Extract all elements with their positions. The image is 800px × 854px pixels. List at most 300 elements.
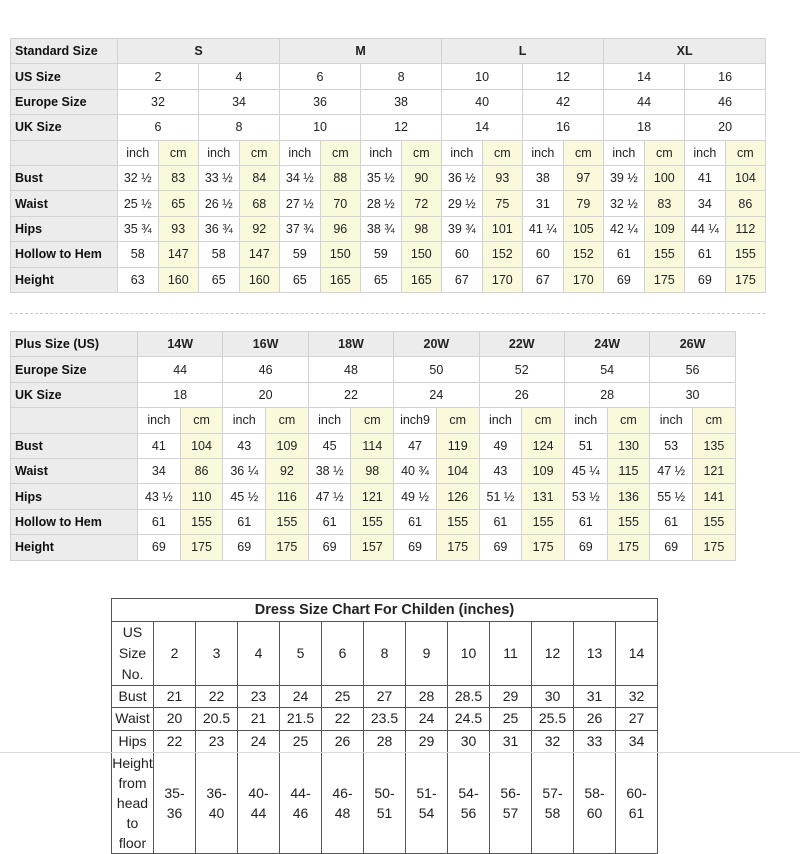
size-value: 24 — [238, 730, 280, 752]
size-value: 5 — [280, 622, 322, 686]
size-value: 22 — [154, 730, 196, 752]
table-row — [112, 686, 658, 708]
measure-value: 25 ½ — [118, 191, 159, 216]
measure-value: 26 ½ — [199, 191, 240, 216]
height-range — [196, 752, 238, 853]
unit-label: inch — [361, 140, 402, 165]
measure-value: 109 — [266, 433, 309, 458]
size-value: 25.5 — [532, 708, 574, 730]
measure-value: 98 — [401, 216, 442, 241]
measure-value: 112 — [725, 216, 766, 241]
height-range-part: 56 — [460, 804, 477, 821]
height-range-part: 40- — [248, 784, 269, 801]
measure-value: 38 ¾ — [361, 216, 402, 241]
unit-label: cm — [320, 140, 361, 165]
row-label: Hips — [112, 730, 154, 752]
table-header-label: Standard Size — [11, 39, 118, 64]
measure-value: 27 ½ — [280, 191, 321, 216]
unit-label: cm — [266, 408, 309, 433]
size-value: 28 — [364, 730, 406, 752]
size-value: 12 — [532, 622, 574, 686]
table-row — [11, 115, 766, 140]
measure-value: 141 — [693, 484, 736, 509]
measure-value: 152 — [563, 242, 604, 267]
measure-value: 40 ¾ — [394, 458, 437, 483]
measure-value: 34 — [685, 191, 726, 216]
size-value: 12 — [523, 64, 604, 89]
size-value: 48 — [308, 357, 393, 382]
row-label: Waist — [11, 458, 138, 483]
row-label: Europe Size — [11, 357, 138, 382]
size-value: 18 — [138, 382, 223, 407]
measure-value: 170 — [563, 267, 604, 292]
measure-value: 130 — [607, 433, 650, 458]
unit-label: cm — [607, 408, 650, 433]
size-value: 20.5 — [196, 708, 238, 730]
measure-value: 49 ½ — [394, 484, 437, 509]
row-label: Hollow to Hem — [11, 509, 138, 534]
size-value: 14 — [616, 622, 658, 686]
measure-value: 60 — [442, 242, 483, 267]
size-value: 24.5 — [448, 708, 490, 730]
section-divider — [10, 313, 765, 314]
height-range — [574, 752, 616, 853]
height-range-part: 57- — [542, 784, 563, 801]
size-value: 31 — [574, 686, 616, 708]
table-row — [11, 458, 736, 483]
table-row — [112, 730, 658, 752]
size-value: 52 — [479, 357, 564, 382]
height-range-part: 36- — [206, 784, 227, 801]
size-value: 20 — [223, 382, 308, 407]
measure-value: 51 — [564, 433, 607, 458]
measure-value: 39 ¾ — [442, 216, 483, 241]
row-label-line: head to floor — [116, 794, 149, 851]
measure-value: 51 ½ — [479, 484, 522, 509]
unit-label: cm — [693, 408, 736, 433]
height-range — [616, 752, 658, 853]
size-value: 34 — [616, 730, 658, 752]
size-value: 33 — [574, 730, 616, 752]
measure-value: 38 — [523, 165, 564, 190]
size-value: 10 — [280, 115, 361, 140]
size-value: 21 — [154, 686, 196, 708]
row-label: UK Size — [11, 382, 138, 407]
measure-value: 101 — [482, 216, 523, 241]
size-value: 24 — [406, 708, 448, 730]
size-value: 24 — [394, 382, 479, 407]
measure-value: 131 — [522, 484, 565, 509]
measure-value: 86 — [725, 191, 766, 216]
size-value: 26 — [322, 730, 364, 752]
measure-value: 43 — [223, 433, 266, 458]
measure-value: 150 — [320, 242, 361, 267]
row-label: Waist — [11, 191, 118, 216]
measure-value: 116 — [266, 484, 309, 509]
measure-value: 67 — [442, 267, 483, 292]
measure-value: 36 ¼ — [223, 458, 266, 483]
size-value: 4 — [199, 64, 280, 89]
measure-value: 155 — [180, 509, 223, 534]
measure-value: 79 — [563, 191, 604, 216]
unit-label: inch — [199, 140, 240, 165]
measure-value: 69 — [308, 535, 351, 560]
unit-row — [11, 140, 766, 165]
unit-label: inch — [685, 140, 726, 165]
measure-value: 155 — [693, 509, 736, 534]
measure-value: 175 — [180, 535, 223, 560]
children-size-table — [111, 598, 658, 854]
measure-value: 175 — [693, 535, 736, 560]
height-range-part: 50- — [374, 784, 395, 801]
height-range-part: 36 — [166, 804, 183, 821]
height-range — [364, 752, 406, 853]
measure-value: 93 — [158, 216, 199, 241]
measure-value: 31 — [523, 191, 564, 216]
measure-value: 121 — [351, 484, 394, 509]
row-label: Height — [11, 267, 118, 292]
size-value: 14 — [442, 115, 523, 140]
measure-value: 157 — [351, 535, 394, 560]
unit-label: inch — [604, 140, 645, 165]
unit-label: inch — [479, 408, 522, 433]
size-value: 22 — [322, 708, 364, 730]
measure-value: 165 — [401, 267, 442, 292]
size-value: 16 — [523, 115, 604, 140]
size-value: 18 — [604, 115, 685, 140]
size-value: 27 — [364, 686, 406, 708]
size-group-header: 14W — [138, 332, 223, 357]
size-value: 12 — [361, 115, 442, 140]
size-value: 38 — [361, 89, 442, 114]
size-value: 32 — [532, 730, 574, 752]
measure-value: 155 — [436, 509, 479, 534]
unit-label: inch — [280, 140, 321, 165]
size-value: 29 — [406, 730, 448, 752]
height-range-part: 35- — [164, 784, 185, 801]
height-range-part: 46- — [332, 784, 353, 801]
measure-value: 36 ½ — [442, 165, 483, 190]
measure-value: 155 — [607, 509, 650, 534]
measure-value: 65 — [280, 267, 321, 292]
measure-value: 170 — [482, 267, 523, 292]
measure-value: 155 — [725, 242, 766, 267]
measure-value: 47 ½ — [308, 484, 351, 509]
height-range-part: 40 — [208, 804, 225, 821]
unit-label: cm — [180, 408, 223, 433]
height-range — [280, 752, 322, 853]
height-range-part: 57 — [502, 804, 519, 821]
measure-value: 60 — [523, 242, 564, 267]
size-group-header: L — [442, 39, 604, 64]
measure-value: 90 — [401, 165, 442, 190]
measure-value: 124 — [522, 433, 565, 458]
row-label: Europe Size — [11, 89, 118, 114]
height-range — [406, 752, 448, 853]
measure-value: 41 — [138, 433, 181, 458]
unit-label: inch — [564, 408, 607, 433]
measure-value: 42 ¼ — [604, 216, 645, 241]
table-row — [11, 165, 766, 190]
size-value: 31 — [490, 730, 532, 752]
measure-value: 34 — [138, 458, 181, 483]
unit-label: cm — [482, 140, 523, 165]
size-value: 46 — [223, 357, 308, 382]
unit-label: cm — [522, 408, 565, 433]
measure-value: 35 ¾ — [118, 216, 159, 241]
measure-value: 69 — [138, 535, 181, 560]
measure-value: 58 — [199, 242, 240, 267]
size-value: 44 — [138, 357, 223, 382]
unit-label: cm — [563, 140, 604, 165]
measure-value: 61 — [650, 509, 693, 534]
table-row — [11, 535, 736, 560]
size-value: 56 — [650, 357, 735, 382]
measure-value: 175 — [522, 535, 565, 560]
size-value: 21.5 — [280, 708, 322, 730]
measure-value: 44 ¼ — [685, 216, 726, 241]
size-value: 36 — [280, 89, 361, 114]
measure-value: 104 — [436, 458, 479, 483]
measure-value: 175 — [436, 535, 479, 560]
measure-value: 39 ½ — [604, 165, 645, 190]
measure-value: 49 — [479, 433, 522, 458]
size-value: 8 — [361, 64, 442, 89]
measure-value: 155 — [522, 509, 565, 534]
measure-value: 69 — [650, 535, 693, 560]
unit-label: cm — [644, 140, 685, 165]
measure-value: 61 — [685, 242, 726, 267]
unit-label: inch — [523, 140, 564, 165]
row-label: Bust — [11, 433, 138, 458]
measure-value: 61 — [604, 242, 645, 267]
size-value: 6 — [118, 115, 199, 140]
height-range-part: 44- — [290, 784, 311, 801]
measure-value: 47 — [394, 433, 437, 458]
unit-label: inch — [223, 408, 266, 433]
size-value: 23.5 — [364, 708, 406, 730]
measure-value: 33 ½ — [199, 165, 240, 190]
measure-value: 59 — [280, 242, 321, 267]
measure-value: 155 — [266, 509, 309, 534]
table-row — [11, 484, 736, 509]
height-range-part: 51- — [416, 784, 437, 801]
measure-value: 152 — [482, 242, 523, 267]
size-group-header: S — [118, 39, 280, 64]
measure-value: 136 — [607, 484, 650, 509]
table-row — [11, 267, 766, 292]
measure-value: 147 — [239, 242, 280, 267]
measure-value: 70 — [320, 191, 361, 216]
measure-value: 155 — [351, 509, 394, 534]
size-group-row — [11, 39, 766, 64]
size-value: 6 — [280, 64, 361, 89]
size-value: 28 — [564, 382, 649, 407]
measure-value: 109 — [644, 216, 685, 241]
size-value: 11 — [490, 622, 532, 686]
size-value: 23 — [238, 686, 280, 708]
size-group-header: 18W — [308, 332, 393, 357]
height-range — [490, 752, 532, 853]
size-value: 50 — [394, 357, 479, 382]
measure-value: 65 — [199, 267, 240, 292]
size-value: 10 — [442, 64, 523, 89]
measure-value: 92 — [266, 458, 309, 483]
measure-value: 100 — [644, 165, 685, 190]
measure-value: 83 — [158, 165, 199, 190]
measure-value: 121 — [693, 458, 736, 483]
unit-row-label — [11, 140, 118, 165]
table-row — [11, 216, 766, 241]
size-value: 3 — [196, 622, 238, 686]
measure-value: 114 — [351, 433, 394, 458]
unit-label: inch — [308, 408, 351, 433]
measure-value: 41 ¼ — [523, 216, 564, 241]
height-range-part: 58 — [544, 804, 561, 821]
measure-value: 86 — [180, 458, 223, 483]
table-row — [112, 622, 658, 686]
measure-value: 32 ½ — [604, 191, 645, 216]
table-row — [11, 191, 766, 216]
size-value: 29 — [490, 686, 532, 708]
size-value: 34 — [199, 89, 280, 114]
table-row — [11, 357, 736, 382]
height-range-part: 51 — [376, 804, 393, 821]
size-value: 25 — [280, 730, 322, 752]
measure-value: 28 ½ — [361, 191, 402, 216]
size-value: 22 — [196, 686, 238, 708]
height-range-part: 46 — [292, 804, 309, 821]
size-value: 28.5 — [448, 686, 490, 708]
height-range-part: 54 — [418, 804, 435, 821]
measure-value: 104 — [725, 165, 766, 190]
size-group-header: 22W — [479, 332, 564, 357]
measure-value: 75 — [482, 191, 523, 216]
measure-value: 61 — [479, 509, 522, 534]
measure-value: 160 — [158, 267, 199, 292]
measure-value: 59 — [361, 242, 402, 267]
height-range-part: 60- — [626, 784, 647, 801]
size-value: 25 — [322, 686, 364, 708]
measure-value: 98 — [351, 458, 394, 483]
unit-label: cm — [401, 140, 442, 165]
height-row — [112, 752, 658, 853]
row-label: Height — [11, 535, 138, 560]
measure-value: 68 — [239, 191, 280, 216]
measure-value: 126 — [436, 484, 479, 509]
size-value: 8 — [199, 115, 280, 140]
measure-value: 65 — [361, 267, 402, 292]
measure-value: 69 — [394, 535, 437, 560]
size-value: 21 — [238, 708, 280, 730]
table-header-label: Plus Size (US) — [11, 332, 138, 357]
unit-label: cm — [158, 140, 199, 165]
size-value: 26 — [479, 382, 564, 407]
size-value: 14 — [604, 64, 685, 89]
size-value: 30 — [650, 382, 735, 407]
measure-value: 67 — [523, 267, 564, 292]
measure-value: 109 — [522, 458, 565, 483]
measure-value: 83 — [644, 191, 685, 216]
measure-value: 63 — [118, 267, 159, 292]
measure-value: 37 ¾ — [280, 216, 321, 241]
unit-label: cm — [436, 408, 479, 433]
unit-label: inch — [118, 140, 159, 165]
measure-value: 45 — [308, 433, 351, 458]
size-value: 42 — [523, 89, 604, 114]
size-value: 32 — [118, 89, 199, 114]
unit-label: inch — [138, 408, 181, 433]
measure-value: 135 — [693, 433, 736, 458]
measure-value: 104 — [180, 433, 223, 458]
measure-value: 45 ½ — [223, 484, 266, 509]
size-value: 30 — [448, 730, 490, 752]
measure-value: 34 ½ — [280, 165, 321, 190]
size-group-row — [11, 332, 736, 357]
height-range — [448, 752, 490, 853]
measure-value: 175 — [725, 267, 766, 292]
height-range — [532, 752, 574, 853]
title-row — [112, 599, 658, 622]
unit-row — [11, 408, 736, 433]
measure-value: 61 — [138, 509, 181, 534]
measure-value: 175 — [266, 535, 309, 560]
size-group-header: 16W — [223, 332, 308, 357]
measure-value: 45 ¼ — [564, 458, 607, 483]
size-value: 26 — [574, 708, 616, 730]
measure-value: 92 — [239, 216, 280, 241]
measure-value: 29 ½ — [442, 191, 483, 216]
measure-value: 175 — [644, 267, 685, 292]
row-label: Hips — [11, 216, 118, 241]
standard-size-table — [10, 38, 766, 293]
height-range-part: 58- — [584, 784, 605, 801]
unit-label: cm — [351, 408, 394, 433]
unit-label: inch — [442, 140, 483, 165]
row-label: US Size No. — [112, 622, 154, 686]
unit-label: inch9 — [394, 408, 437, 433]
measure-value: 43 ½ — [138, 484, 181, 509]
measure-value: 65 — [158, 191, 199, 216]
table-row — [11, 89, 766, 114]
size-value: 10 — [448, 622, 490, 686]
height-range-part: 56- — [500, 784, 521, 801]
size-value: 20 — [685, 115, 766, 140]
size-value: 32 — [616, 686, 658, 708]
row-label: UK Size — [11, 115, 118, 140]
table-row — [112, 708, 658, 730]
unit-label: inch — [650, 408, 693, 433]
measure-value: 69 — [604, 267, 645, 292]
size-value: 2 — [154, 622, 196, 686]
table-row — [11, 433, 736, 458]
height-range — [322, 752, 364, 853]
row-label: Hollow to Hem — [11, 242, 118, 267]
measure-value: 72 — [401, 191, 442, 216]
measure-value: 155 — [644, 242, 685, 267]
measure-value: 165 — [320, 267, 361, 292]
measure-value: 93 — [482, 165, 523, 190]
measure-value: 47 ½ — [650, 458, 693, 483]
plus-size-table — [10, 331, 736, 561]
row-label: Bust — [112, 686, 154, 708]
measure-value: 147 — [158, 242, 199, 267]
table-row — [11, 382, 736, 407]
row-label: Waist — [112, 708, 154, 730]
size-value: 4 — [238, 622, 280, 686]
unit-label: cm — [725, 140, 766, 165]
measure-value: 36 ¾ — [199, 216, 240, 241]
